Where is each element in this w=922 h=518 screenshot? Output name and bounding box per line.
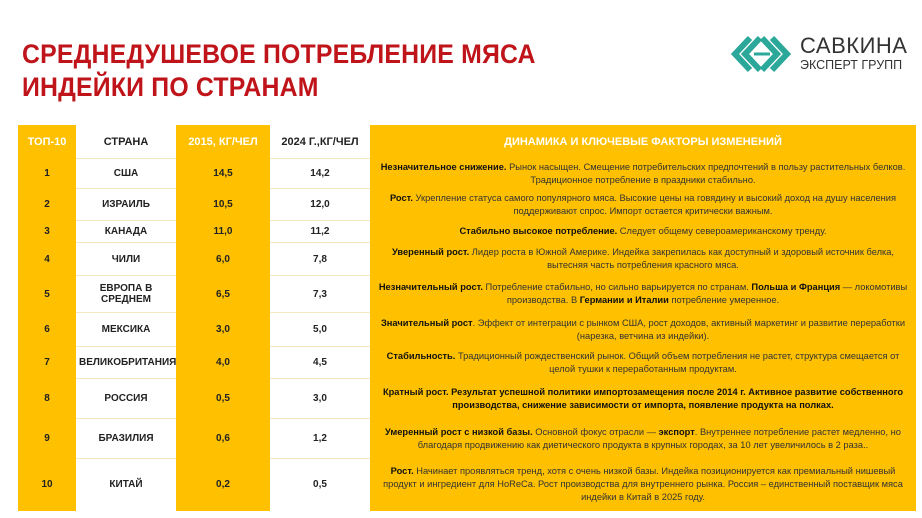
dynamics-text: — локомотивы производства. В [506, 282, 908, 305]
dynamics-emphasis: Незначительный рост. [378, 282, 483, 292]
dynamics-emphasis: Значительный рост [380, 317, 473, 328]
value-2015-cell: 3,0 [176, 313, 270, 347]
dynamics-cell [370, 276, 916, 313]
rank-cell: 7 [18, 347, 76, 379]
table-row [18, 221, 916, 243]
value-2015-cell: 0,6 [176, 419, 270, 459]
logo-name: САВКИНА [800, 33, 908, 58]
country-cell: МЕКСИКА [76, 313, 176, 347]
dynamics-emphasis: Рост. [389, 192, 413, 203]
dynamics-cell [370, 379, 916, 419]
dynamics-cell [370, 221, 916, 243]
country-cell: ЧИЛИ [76, 243, 176, 276]
dynamics-text: Потребление стабильно, но сильно варьируется по странам. [482, 282, 752, 292]
value-2024-cell: 4,5 [270, 347, 370, 379]
rank-cell: 9 [18, 419, 76, 459]
country-cell: РОССИЯ [76, 379, 176, 419]
rank-cell: 2 [18, 189, 76, 221]
dynamics-text: . Эффект от интеграции с рынком США, рост доходов, активный маркетинг и развитие переработки (нарезка, ветчина из индейки). [472, 317, 906, 341]
country-cell: КИТАЙ [76, 459, 176, 511]
value-2024-cell: 7,3 [270, 276, 370, 313]
dynamics-emphasis: Умеренный рост с низкой базы. [385, 426, 533, 437]
dynamics-text: Рынок насыщен. Смещение потребительских предпочтений в пользу растительных белков. Традиционное потребление в праздники стабильно. [506, 161, 906, 185]
value-2024-cell: 14,2 [270, 159, 370, 189]
table-row [18, 419, 916, 459]
header-dynamics: ДИНАМИКА И КЛЮЧЕВЫЕ ФАКТОРЫ ИЗМЕНЕНИЙ [370, 125, 916, 159]
value-2015-cell: 0,2 [176, 459, 270, 511]
header-rank: ТОП-10 [18, 125, 76, 159]
header-2015: 2015, КГ/ЧЕЛ [176, 125, 270, 159]
dynamics-cell [370, 419, 916, 459]
dynamics-emphasis: Кратный рост. Результат успешной политики импортозамещения после 2014 г. Активное развитие собственного производства, снижение зависимости от импорта, появление продукта на полках. [382, 386, 904, 410]
country-cell: КАНАДА [76, 221, 176, 243]
rank-cell: 1 [18, 159, 76, 189]
value-2015-cell: 11,0 [176, 221, 270, 243]
dynamics-emphasis: экспорт [658, 426, 695, 437]
dynamics-text: . Внутреннее потребление растет медленно, но благодаря продвижению как диетического продукта в крупных городах, за 10 лет увеличилось в 2 раза.. [417, 426, 901, 450]
dynamics-cell [370, 347, 916, 379]
value-2024-cell: 11,2 [270, 221, 370, 243]
country-cell: ЕВРОПА В СРЕДНЕМ [76, 276, 176, 313]
dynamics-cell [370, 243, 916, 276]
dynamics-text: Начинает проявляться тренд, хотя с очень низкой базы. Индейка позиционируется как премиальный нишевый продукт и ингредиент для HoReCa. Рост производства для внутреннего рынка. Россия – единственный поставщик мяса индейки в Китай в 2025 году. [383, 466, 903, 502]
country-cell: США [76, 159, 176, 189]
dynamics-text: Основной фокус отрасли — [532, 426, 659, 437]
rank-cell: 3 [18, 221, 76, 243]
dynamics-text: Традиционный рождественский рынок. Общий объем потребления не растет, структура смещается от целой тушки к переработанным продуктам. [455, 350, 900, 374]
table-header-row [18, 125, 916, 159]
table-row [18, 347, 916, 379]
rank-cell: 5 [18, 276, 76, 313]
dynamics-emphasis: Германии и Италии [579, 295, 669, 305]
table-row [18, 459, 916, 511]
value-2024-cell: 12,0 [270, 189, 370, 221]
dynamics-cell [370, 459, 916, 511]
value-2024-cell: 7,8 [270, 243, 370, 276]
header-country: СТРАНА [76, 125, 176, 159]
value-2015-cell: 10,5 [176, 189, 270, 221]
value-2015-cell: 6,0 [176, 243, 270, 276]
dynamics-emphasis: Рост. [390, 466, 414, 476]
value-2024-cell: 5,0 [270, 313, 370, 347]
value-2015-cell: 14,5 [176, 159, 270, 189]
dynamics-emphasis: Незначительное снижение. [380, 161, 507, 172]
value-2024-cell: 1,2 [270, 419, 370, 459]
rank-cell: 8 [18, 379, 76, 419]
dynamics-text: Следует общему североамериканскому тренду. [617, 226, 827, 236]
rank-cell: 4 [18, 243, 76, 276]
dynamics-text: Укрепление статуса самого популярного мяса. Высокие цены на говядину и высокий доход на душу населения поддерживают спрос. Импорт остается критически важным. [412, 192, 897, 216]
value-2015-cell: 4,0 [176, 347, 270, 379]
title-line-2: ИНДЕЙКИ ПО СТРАНАМ [22, 72, 319, 102]
value-2024-cell: 0,5 [270, 459, 370, 511]
dynamics-emphasis: Уверенный рост. [391, 247, 470, 257]
value-2015-cell: 6,5 [176, 276, 270, 313]
header-2024: 2024 Г.,КГ/ЧЕЛ [270, 125, 370, 159]
value-2015-cell: 0,5 [176, 379, 270, 419]
logo-subtitle: ЭКСПЕРТ ГРУПП [800, 58, 903, 72]
country-cell: ВЕЛИКОБРИТАНИЯ [76, 347, 176, 379]
logo-icon [730, 34, 792, 74]
turkey-consumption-table [18, 125, 916, 511]
dynamics-cell [370, 313, 916, 347]
table-row [18, 313, 916, 347]
country-cell: БРАЗИЛИЯ [76, 419, 176, 459]
table-row [18, 379, 916, 419]
dynamics-emphasis: Польша и Франция [751, 282, 841, 292]
rank-cell: 10 [18, 459, 76, 511]
dynamics-text: потребление умеренное. [668, 295, 780, 305]
dynamics-text: Лидер роста в Южной Америке. Индейка закрепилась как доступный и здоровый источник белка, вытесняя часть потребления красного мяса. [469, 247, 895, 270]
dynamics-emphasis: Стабильность. [386, 350, 456, 361]
table-row [18, 189, 916, 221]
value-2024-cell: 3,0 [270, 379, 370, 419]
table-row [18, 276, 916, 313]
country-cell: ИЗРАИЛЬ [76, 189, 176, 221]
company-logo [730, 34, 907, 74]
title-line-1: СРЕДНЕДУШЕВОЕ ПОТРЕБЛЕНИЕ МЯСА [22, 39, 536, 69]
table-row [18, 243, 916, 276]
page-title [22, 38, 536, 104]
dynamics-cell [370, 189, 916, 221]
table-row [18, 159, 916, 189]
rank-cell: 6 [18, 313, 76, 347]
dynamics-emphasis: Стабильно высокое потребление. [459, 226, 618, 236]
dynamics-cell [370, 159, 916, 189]
